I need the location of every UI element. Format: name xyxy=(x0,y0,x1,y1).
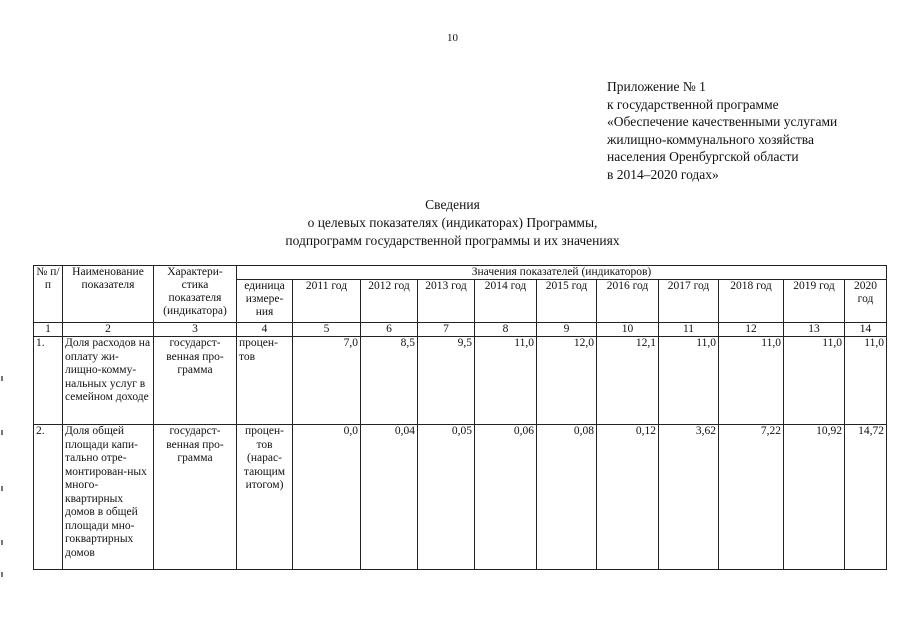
row-name: Доля расходов на оплату жи-лищно-комму-нальных услуг в семейном доходе xyxy=(63,337,154,425)
header-num: № п/п xyxy=(34,266,63,323)
table-row xyxy=(34,337,887,425)
title-line: подпрограмм государственной программы и их значениях xyxy=(285,233,620,248)
column-number: 10 xyxy=(597,323,659,337)
column-number: 6 xyxy=(361,323,418,337)
document-title xyxy=(0,196,905,250)
row-value: 0,0 xyxy=(293,425,361,570)
column-number: 5 xyxy=(293,323,361,337)
scan-mark xyxy=(1,540,3,545)
title-line: о целевых показателях (индикаторах) Программы, xyxy=(307,215,598,230)
header-year: 2015 год xyxy=(537,280,597,323)
header-year: 2013 год xyxy=(418,280,475,323)
scan-mark xyxy=(1,572,3,577)
scan-mark xyxy=(1,376,3,381)
row-value: 0,08 xyxy=(537,425,597,570)
scan-edge-marks xyxy=(0,0,6,640)
header-year: 2011 год xyxy=(293,280,361,323)
column-number: 3 xyxy=(154,323,237,337)
header-name: Наименование показателя xyxy=(63,266,154,323)
header-unit: единица измере-ния xyxy=(237,280,293,323)
row-num: 2. xyxy=(34,425,63,570)
row-value: 11,0 xyxy=(659,337,719,425)
header-year: 2016 год xyxy=(597,280,659,323)
row-value: 0,04 xyxy=(361,425,418,570)
indicators-table xyxy=(33,265,887,570)
appendix-line: к государственной программе xyxy=(607,96,779,112)
row-value: 11,0 xyxy=(784,337,845,425)
row-value: 11,0 xyxy=(719,337,784,425)
row-value: 12,1 xyxy=(597,337,659,425)
row-value: 11,0 xyxy=(845,337,887,425)
appendix-line: «Обеспечение качественными услугами xyxy=(607,114,838,129)
column-number: 1 xyxy=(34,323,63,337)
header-year: 2012 год xyxy=(361,280,418,323)
table-row xyxy=(34,425,887,570)
column-number: 14 xyxy=(845,323,887,337)
appendix-line: Приложение № 1 xyxy=(607,79,706,94)
row-value: 3,62 xyxy=(659,425,719,570)
row-value: 8,5 xyxy=(361,337,418,425)
row-value: 7,22 xyxy=(719,425,784,570)
row-value: 10,92 xyxy=(784,425,845,570)
row-characteristic: государст-венная про-грамма xyxy=(154,425,237,570)
row-value: 0,06 xyxy=(475,425,537,570)
row-characteristic: государст-венная про-грамма xyxy=(154,337,237,425)
header-year: 2014 год xyxy=(475,280,537,323)
column-number: 11 xyxy=(659,323,719,337)
row-unit: процен-тов (нарас-тающим итогом) xyxy=(237,425,293,570)
row-value: 9,5 xyxy=(418,337,475,425)
header-year: 2017 год xyxy=(659,280,719,323)
column-number: 8 xyxy=(475,323,537,337)
row-value: 0,12 xyxy=(597,425,659,570)
row-num: 1. xyxy=(34,337,63,425)
header-year: 2020 год xyxy=(845,280,887,323)
row-value: 11,0 xyxy=(475,337,537,425)
column-number: 12 xyxy=(719,323,784,337)
row-value: 0,05 xyxy=(418,425,475,570)
header-year: 2018 год xyxy=(719,280,784,323)
appendix-line: в 2014–2020 годах» xyxy=(607,166,719,182)
row-value: 14,72 xyxy=(845,425,887,570)
row-name: Доля общей площади капи-тально отре-монтирован-ных много-квартирных домов в общей площади мно-гоквартирных домов xyxy=(63,425,154,570)
header-characteristic: Характери-стика показателя (индикатора) xyxy=(154,266,237,323)
row-unit: процен-тов xyxy=(237,337,293,425)
column-number: 7 xyxy=(418,323,475,337)
title-line: Сведения xyxy=(425,197,480,212)
appendix-line: жилищно-коммунального хозяйства xyxy=(607,131,814,147)
header-values-group: Значения показателей (индикаторов) xyxy=(237,266,887,280)
column-number: 9 xyxy=(537,323,597,337)
header-year: 2019 год xyxy=(784,280,845,323)
scan-mark xyxy=(1,430,3,435)
appendix-header xyxy=(607,78,837,183)
page-number: 10 xyxy=(447,32,458,44)
column-number: 13 xyxy=(784,323,845,337)
column-number: 2 xyxy=(63,323,154,337)
scan-mark xyxy=(1,486,3,491)
appendix-line: населения Оренбургской области xyxy=(607,149,799,164)
row-value: 7,0 xyxy=(293,337,361,425)
column-number: 4 xyxy=(237,323,293,337)
row-value: 12,0 xyxy=(537,337,597,425)
